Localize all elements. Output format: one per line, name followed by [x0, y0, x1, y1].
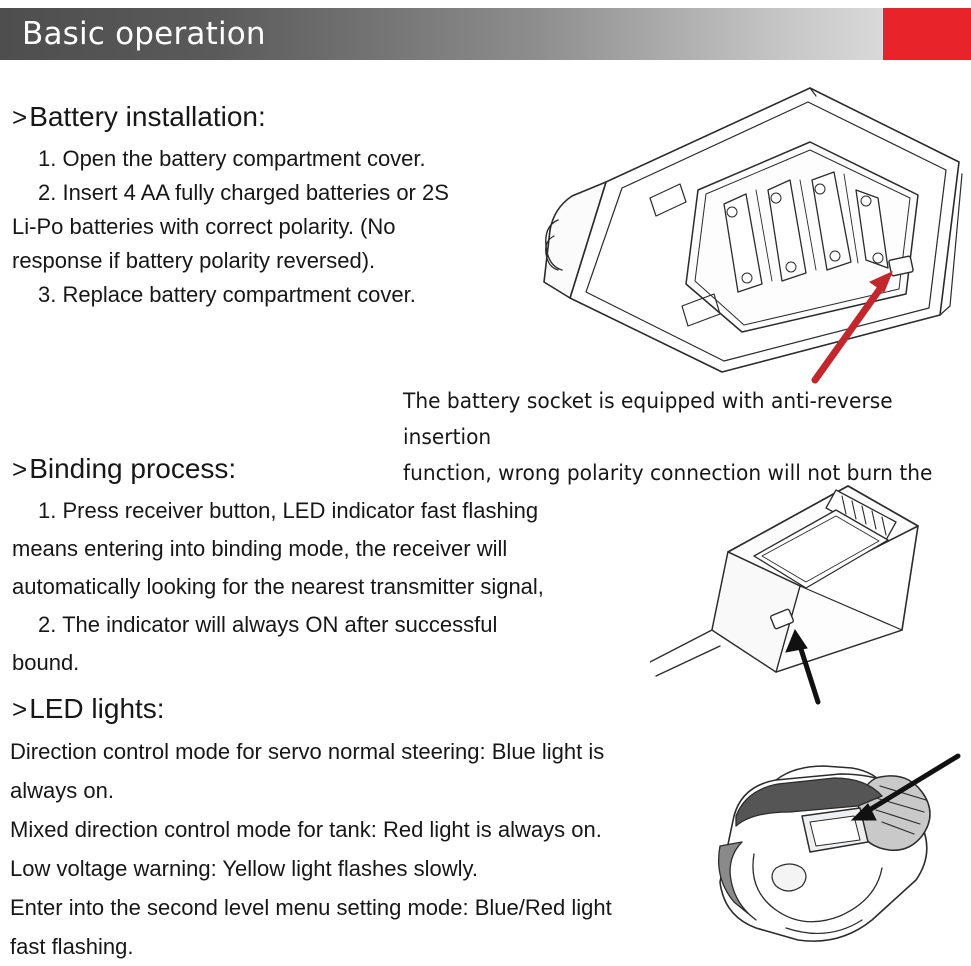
chevron-right-icon: >: [12, 694, 28, 724]
receiver-module-illustration: [650, 460, 950, 710]
binding-step-2-cont: bound.: [12, 650, 80, 675]
section-heading-binding-label: Binding process:: [29, 453, 237, 484]
section-heading-battery: [12, 100, 266, 134]
chevron-right-icon: >: [12, 102, 28, 132]
battery-step-1: 1. Open the battery compartment cover.: [38, 146, 426, 171]
section-heading-binding: [12, 452, 236, 486]
binding-step-1-cont2: automatically looking for the nearest transmitter signal,: [12, 574, 544, 599]
chevron-right-icon: >: [12, 454, 28, 484]
binding-steps-text: [12, 492, 652, 682]
battery-step-2: 2. Insert 4 AA fully charged batteries or 2S: [38, 180, 449, 205]
binding-step-1: 1. Press receiver button, LED indicator fast flashing: [38, 498, 539, 523]
led-line-2: always on.: [10, 778, 114, 803]
page-header: [0, 8, 971, 60]
led-line-1: Direction control mode for servo normal steering: Blue light is: [10, 739, 605, 764]
section-heading-led: [12, 692, 165, 726]
led-line-5: Enter into the second level menu setting mode: Blue/Red light: [10, 895, 612, 920]
transmitter-battery-compartment-illustration: [510, 70, 970, 400]
battery-step-2-cont2: response if battery polarity reversed).: [12, 248, 376, 273]
led-line-4: Low voltage warning: Yellow light flashes slowly.: [10, 856, 478, 881]
battery-step-2-cont: Li-Po batteries with correct polarity. (No: [12, 214, 396, 239]
page-title: Basic operation: [22, 16, 266, 52]
section-heading-led-label: LED lights:: [29, 693, 165, 724]
battery-step-3: 3. Replace battery compartment cover.: [38, 282, 416, 307]
battery-steps-text: [12, 142, 532, 312]
led-line-3: Mixed direction control mode for tank: Red light is always on.: [10, 817, 602, 842]
led-line-6: fast flashing.: [10, 934, 134, 959]
section-heading-battery-label: Battery installation:: [29, 101, 266, 132]
battery-socket-note-line1: The battery socket is equipped with anti-reverse insertion: [403, 389, 893, 449]
battery-socket-note-line2: function, wrong polarity connection will not burn the: [403, 461, 933, 485]
binding-step-1-cont: means entering into binding mode, the receiver will: [12, 536, 508, 561]
binding-step-2: 2. The indicator will always ON after successful: [38, 612, 498, 637]
header-accent-block: [883, 8, 971, 60]
transmitter-led-illustration: [690, 750, 970, 956]
led-description-text: [10, 732, 700, 966]
